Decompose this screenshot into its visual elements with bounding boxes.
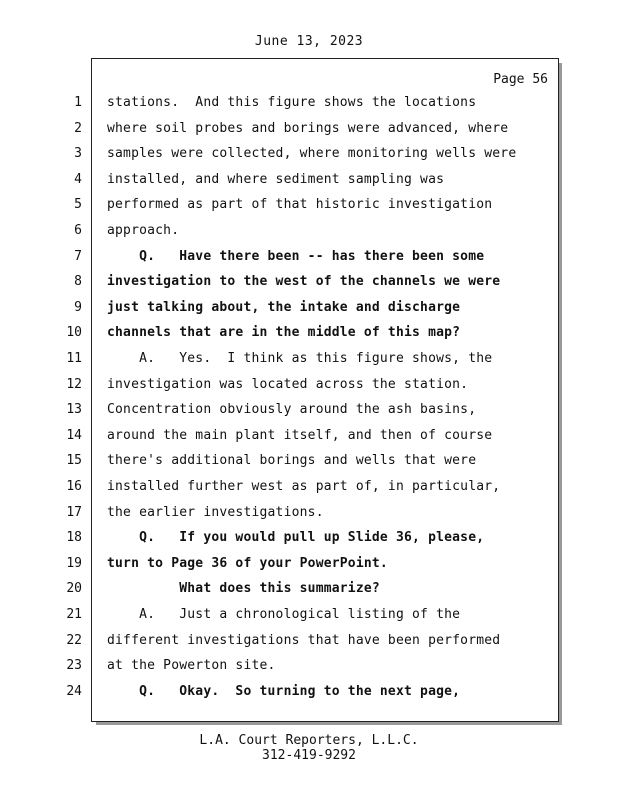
transcript-date: June 13, 2023 — [254, 34, 364, 49]
line-number: 7 — [74, 249, 82, 264]
transcript-line: installed, and where sediment sampling was — [107, 172, 445, 187]
line-number: 5 — [74, 197, 82, 212]
line-number: 9 — [74, 300, 82, 315]
footer-phone: 312-419-9292 — [262, 748, 356, 763]
line-number: 11 — [66, 351, 82, 366]
transcript-line: turn to Page 36 of your PowerPoint. — [107, 556, 388, 571]
line-number: 2 — [74, 121, 82, 136]
transcript-line: around the main plant itself, and then of course — [107, 428, 493, 443]
transcript-line: Q. Have there been -- has there been some — [107, 249, 485, 264]
line-number: 23 — [66, 658, 82, 673]
transcript-line: What does this summarize? — [107, 581, 380, 596]
transcript-line: channels that are in the middle of this map? — [107, 325, 461, 340]
line-number: 20 — [66, 581, 82, 596]
transcript-line: at the Powerton site. — [107, 658, 276, 673]
line-number: 10 — [66, 325, 82, 340]
page-number: Page 56 — [493, 72, 548, 87]
line-number: 15 — [66, 453, 82, 468]
line-number: 6 — [74, 223, 82, 238]
line-number: 12 — [66, 377, 82, 392]
transcript-line: Q. If you would pull up Slide 36, please, — [107, 530, 485, 545]
transcript-line: samples were collected, where monitoring wells were — [107, 146, 517, 161]
line-number: 13 — [66, 402, 82, 417]
transcript-line: approach. — [107, 223, 180, 238]
transcript-line: performed as part of that historic investigation — [107, 197, 493, 212]
transcript-line: installed further west as part of, in particular, — [107, 479, 501, 494]
line-number: 3 — [74, 146, 82, 161]
transcript-line: investigation was located across the station. — [107, 377, 469, 392]
line-number: 19 — [66, 556, 82, 571]
transcript-line: just talking about, the intake and discharge — [107, 300, 461, 315]
line-number: 4 — [74, 172, 82, 187]
transcript-line: investigation to the west of the channels we were — [107, 274, 501, 289]
transcript-line: A. Yes. I think as this figure shows, the — [107, 351, 493, 366]
line-number: 24 — [66, 684, 82, 699]
line-number: 8 — [74, 274, 82, 289]
transcript-line: different investigations that have been performed — [107, 633, 501, 648]
line-number: 16 — [66, 479, 82, 494]
footer-company: L.A. Court Reporters, L.L.C. — [199, 733, 419, 748]
transcript-line: the earlier investigations. — [107, 505, 324, 520]
line-number: 18 — [66, 530, 82, 545]
transcript-line: Concentration obviously around the ash basins, — [107, 402, 477, 417]
transcript-line: stations. And this figure shows the locations — [107, 95, 477, 110]
line-number: 1 — [74, 95, 82, 110]
transcript-line: A. Just a chronological listing of the — [107, 607, 461, 622]
transcript-line: there's additional borings and wells that were — [107, 453, 477, 468]
transcript-line: where soil probes and borings were advanced, where — [107, 121, 509, 136]
line-number: 22 — [66, 633, 82, 648]
line-number: 14 — [66, 428, 82, 443]
line-number: 21 — [66, 607, 82, 622]
transcript-line: Q. Okay. So turning to the next page, — [107, 684, 461, 699]
line-number: 17 — [66, 505, 82, 520]
